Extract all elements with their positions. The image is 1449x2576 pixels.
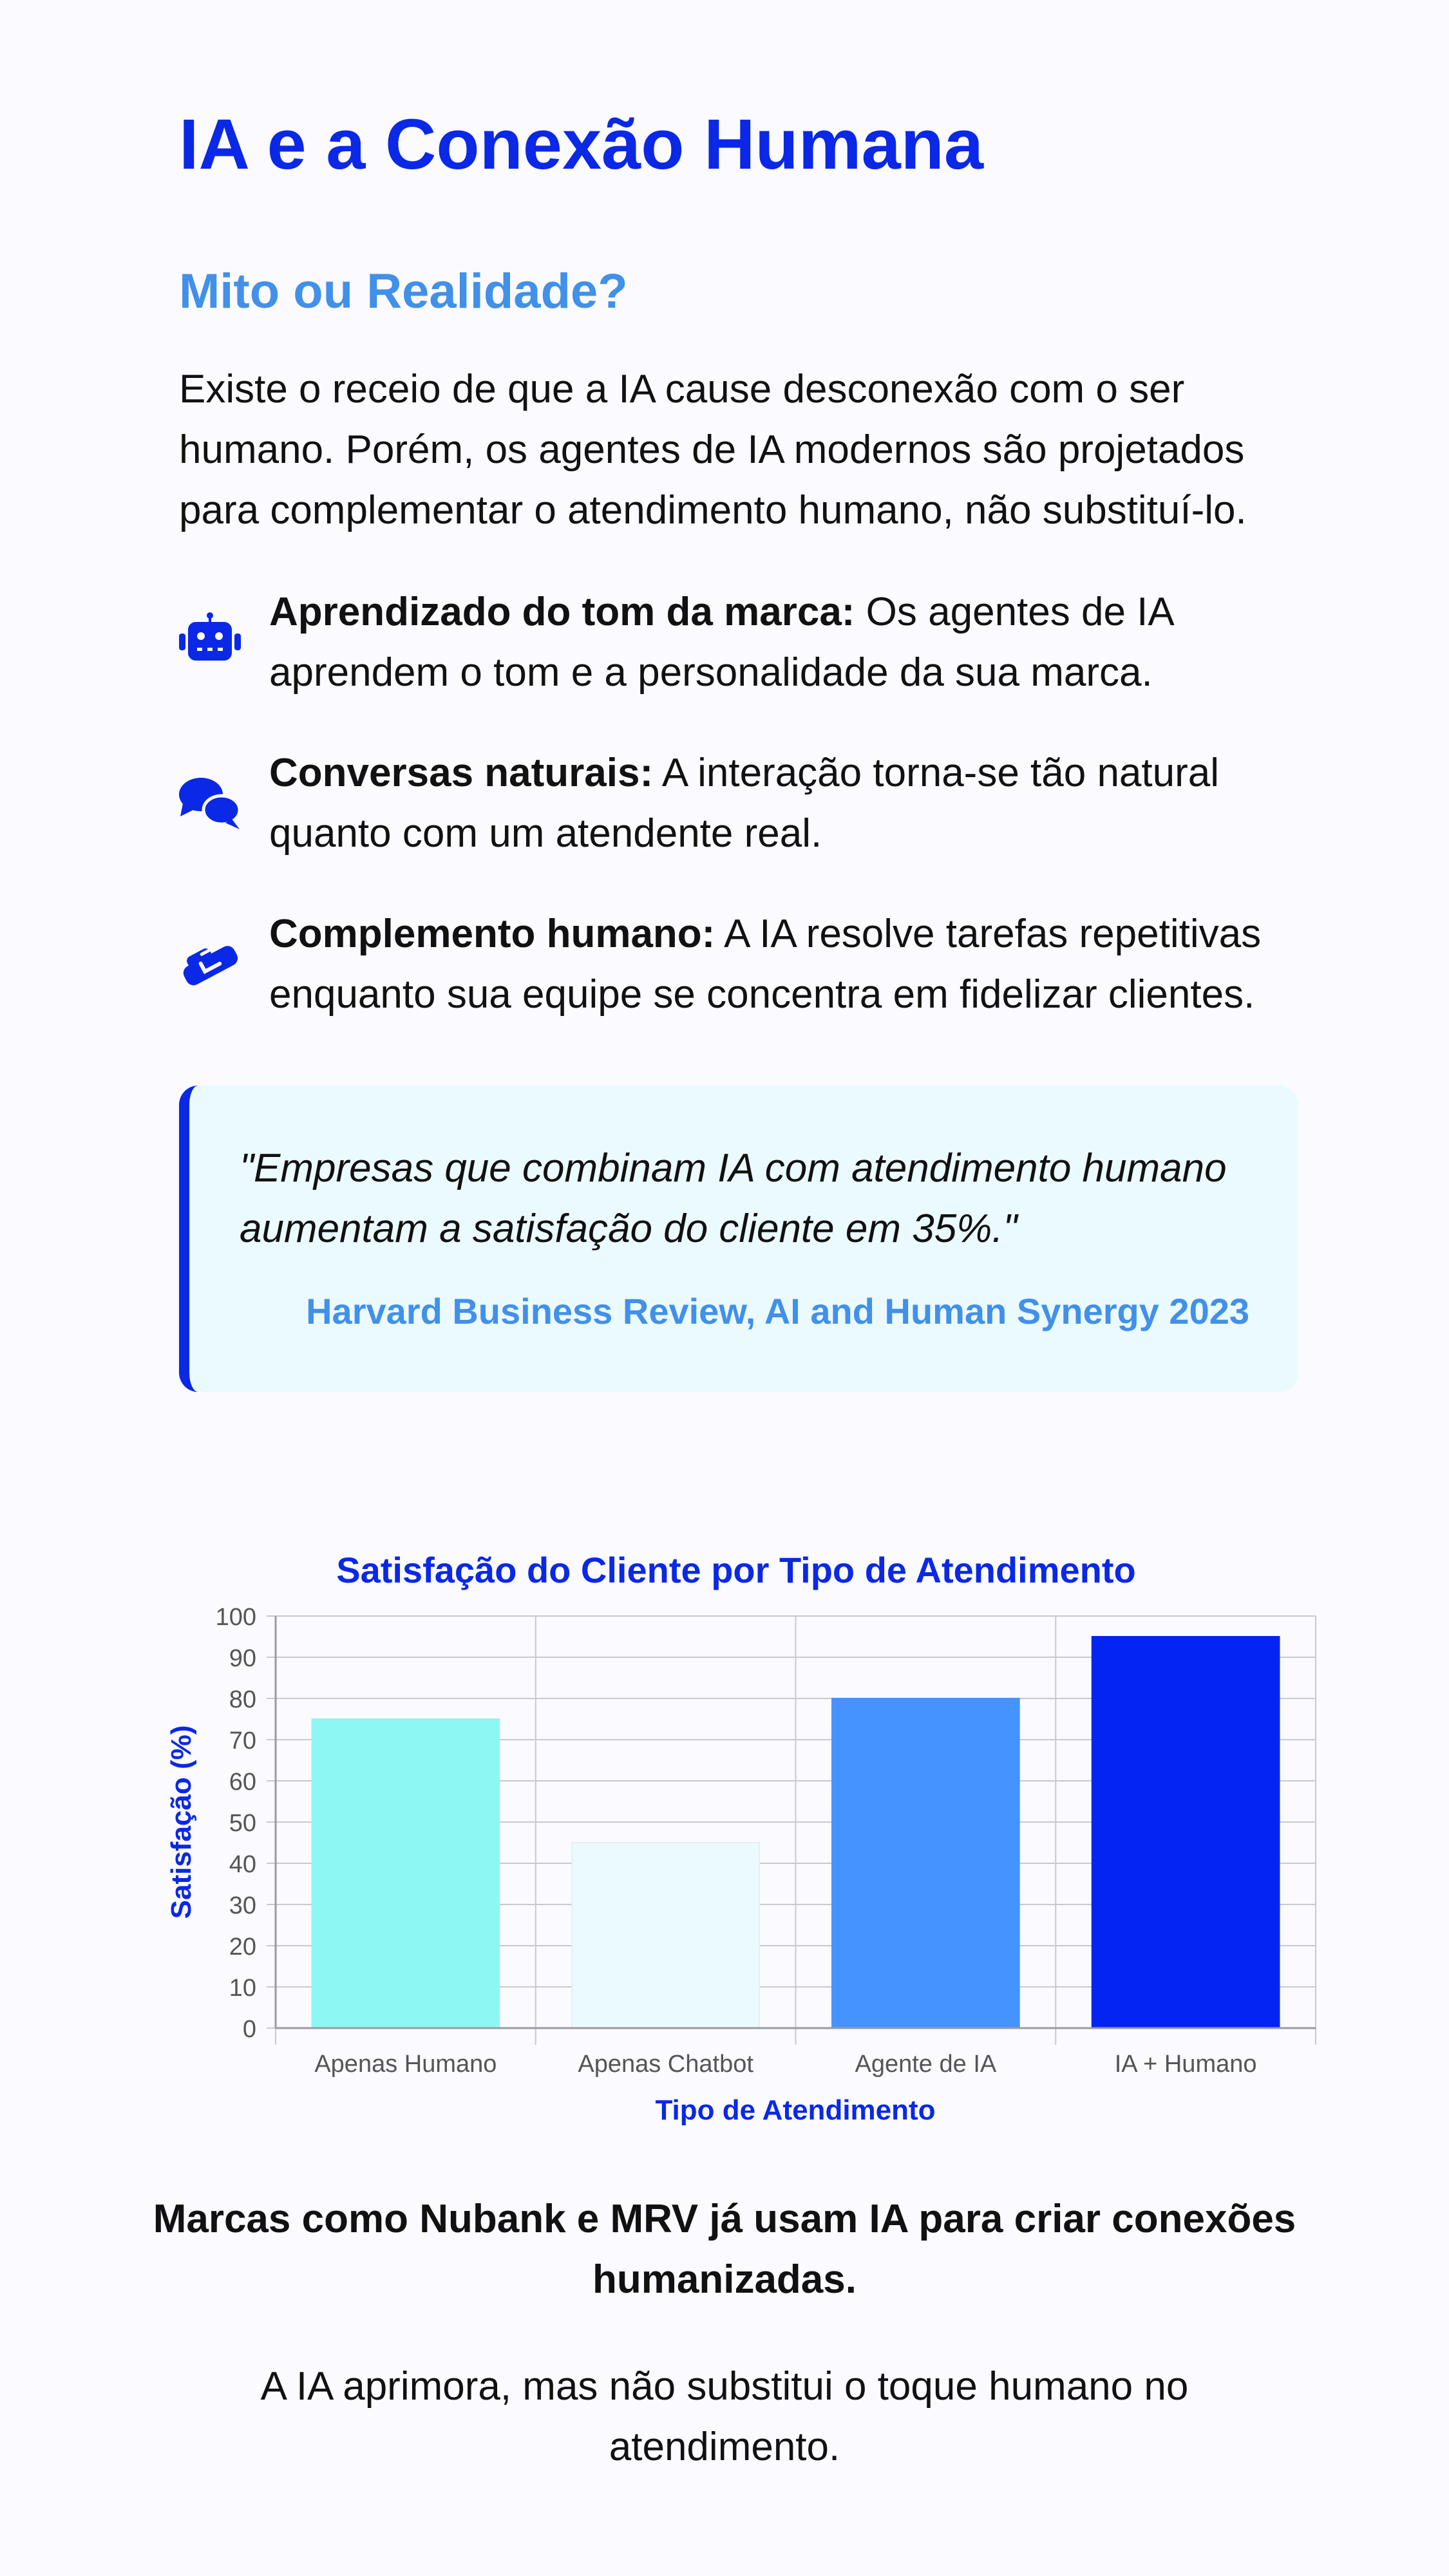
y-tick-label: 60 bbox=[229, 1769, 256, 1796]
bar-apenas-humano bbox=[312, 1719, 500, 2028]
robot-icon bbox=[179, 612, 241, 673]
closing-statement-text: A IA aprimora, mas não substitui o toque humano no atendimento. bbox=[260, 2364, 1189, 2469]
handshake-icon bbox=[179, 934, 241, 995]
y-tick-label: 0 bbox=[242, 2016, 256, 2043]
quote-source: Harvard Business Review, AI and Human Synergy 2023 bbox=[306, 1291, 1249, 1331]
feature-title: Aprendizado do tom da marca: bbox=[269, 590, 855, 634]
quote-block bbox=[179, 1086, 1298, 1392]
y-tick-label: 80 bbox=[229, 1686, 256, 1713]
chat-bubbles-icon bbox=[179, 773, 241, 834]
feature-description: A interação torna-se tão natural quanto com um atendente real. bbox=[269, 751, 1220, 856]
quote-text: "Empresas que combinam IA com atendimento humano aumentam a satisfação do cliente em 35%." bbox=[240, 1146, 1227, 1251]
feature-description: A IA resolve tarefas repetitivas enquanto sua equipe se concentra em fidelizar clientes. bbox=[269, 912, 1262, 1017]
page-title: IA e a Conexão Humana bbox=[179, 105, 984, 184]
brands-tagline bbox=[0, 2189, 1449, 2310]
y-tick-label: 30 bbox=[229, 1892, 256, 1919]
y-tick-label: 70 bbox=[229, 1727, 256, 1754]
chart-x-axis-label: Tipo de Atendimento bbox=[655, 2094, 936, 2126]
intro-paragraph: Existe o receio de que a IA cause desconexão com o ser humano. Porém, os agentes de IA modernos são projetados para complementar o atendimento humano, não substituí-lo. bbox=[179, 367, 1247, 532]
feature-text bbox=[269, 904, 1300, 1025]
feature-text bbox=[269, 582, 1300, 703]
brands-tagline-text: Marcas como Nubank e MRV já usam IA para criar conexões humanizadas. bbox=[153, 2197, 1296, 2302]
x-tick-label: Apenas Chatbot bbox=[578, 2051, 753, 2078]
x-tick-label: Agente de IA bbox=[855, 2051, 997, 2078]
bar-ia-humano bbox=[1092, 1637, 1280, 2028]
y-tick-label: 50 bbox=[229, 1810, 256, 1837]
feature-text bbox=[269, 743, 1300, 864]
feature-item-natural-conversations bbox=[179, 743, 1300, 872]
chart-y-axis-label: Satisfação (%) bbox=[166, 1725, 197, 1919]
feature-item-brand-tone bbox=[179, 582, 1300, 711]
y-tick-label: 10 bbox=[229, 1975, 256, 2002]
y-tick-label: 20 bbox=[229, 1933, 256, 1960]
feature-title: Complemento humano: bbox=[269, 912, 715, 956]
satisfaction-bar-chart bbox=[0, 1513, 1449, 2144]
y-tick-label: 90 bbox=[229, 1645, 256, 1672]
bar-agente-de-ia bbox=[832, 1698, 1019, 2028]
closing-statement bbox=[0, 2356, 1449, 2477]
feature-item-human-complement bbox=[179, 904, 1300, 1033]
y-tick-label: 40 bbox=[229, 1851, 256, 1878]
chart-title: Satisfação do Cliente por Tipo de Atendimento bbox=[336, 1550, 1136, 1590]
x-tick-label: Apenas Humano bbox=[314, 2051, 497, 2078]
bar-apenas-chatbot bbox=[572, 1843, 759, 2028]
feature-title: Conversas naturais: bbox=[269, 751, 654, 795]
page-subtitle: Mito ou Realidade? bbox=[179, 264, 628, 319]
feature-description: Os agentes de IA aprendem o tom e a personalidade da sua marca. bbox=[269, 590, 1173, 695]
y-tick-label: 100 bbox=[215, 1604, 256, 1631]
x-tick-label: IA + Humano bbox=[1114, 2051, 1257, 2078]
